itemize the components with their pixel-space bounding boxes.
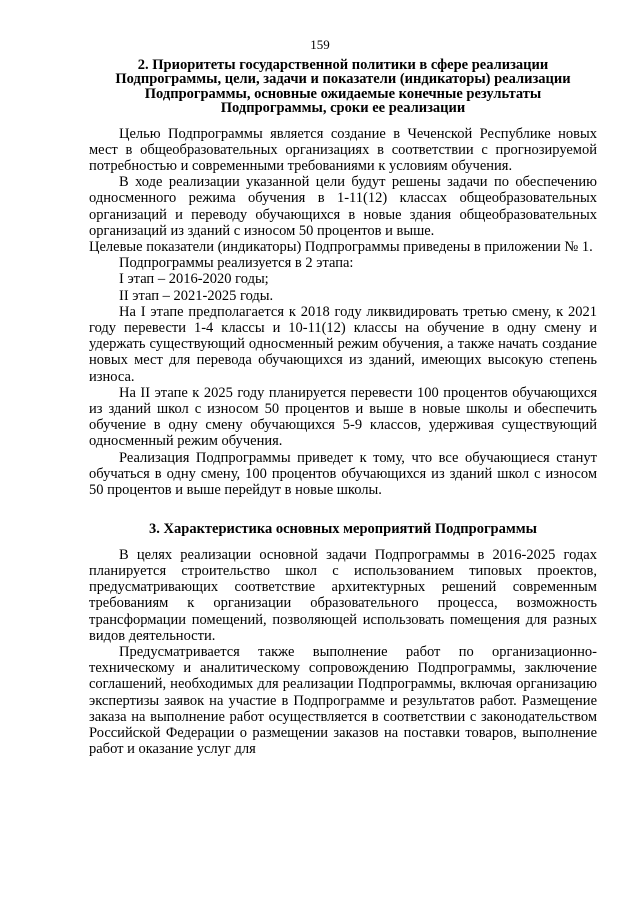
paragraph-stage-2: II этап – 2021-2025 годы. [119,287,274,304]
paragraph-stage-2-detail: На II этапе к 2025 году планируется перевести 100 процентов обучающихся из зданий школ с износом 50 процентов и выше в новые школы и обеспечить обучение в одну смену обучающихся 5-9 классов, удерживая существующий односменный режим обучения. [89,384,597,450]
section-2-heading-line: Подпрограммы, основные ожидаемые конечные результаты [144,85,542,102]
paragraph-indicators: Целевые показатели (индикаторы) Подпрограммы приведены в приложении № 1. [89,239,593,256]
page-content [89,58,597,757]
paragraph-construction: В целях реализации основной задачи Подпрограммы в 2016-2025 годах планируется строительство школ с использованием типовых проектов, предусматривающих соответствие архитектурных решений современным требованиям к организации образовательного процесса, возможность трансформации помещений, позволяющей использовать помещения для разных видов деятельности. [89,546,597,644]
section-3-heading [89,522,597,536]
section-2-heading-line: 2. Приоритеты государственной политики в сфере реализации [137,57,549,73]
section-2-heading-line: Подпрограммы, цели, задачи и показатели (индикаторы) реализации [115,71,571,88]
paragraph-support: Предусматривается также выполнение работ по организационно-техническому и аналитическому сопровождению Подпрограммы, заключение соглашений, необходимых для реализации Подпрограммы, включая организацию экспертизы заявок на участие в Подпрограмме и результатов работ. Размещение заказа на выполнение работ осуществляется в соответствии с законодательством Российской Федерации о размещении заказов на поставки товаров, выполнение работ и оказание услуг для [89,643,597,758]
paragraph-stages-intro: Подпрограммы реализуется в 2 этапа: [119,255,354,272]
paragraph-result: Реализация Подпрограммы приведет к тому, что все обучающиеся станут обучаться в одну смену, 100 процентов обучающихся из зданий школ с износом 50 процентов и выше перейдут в новые школы. [89,449,597,499]
paragraph-stage-1: I этап – 2016-2020 годы; [119,271,269,288]
section-2-heading [89,58,597,116]
section-2-heading-line: Подпрограммы, сроки ее реализации [220,100,466,117]
page-number: 159 [310,37,330,52]
section-3-heading-line: 3. Характеристика основных мероприятий Подпрограммы [149,521,537,538]
paragraph-tasks: В ходе реализации указанной цели будут решены задачи по обеспечению односменного режима обучения в 1-11(12) классах общеобразовательных организаций и переводу обучающихся в новые здания общеобразовательных организаций из зданий с износом 50 процентов и выше. [89,174,597,239]
paragraph-goal: Целью Подпрограммы является создание в Чеченской Республике новых мест в общеобразовательных организациях в соответствии с прогнозируемой потребностью и современными требованиями к условиям обучения. [89,125,597,175]
paragraph-stage-1-detail: На I этапе предполагается к 2018 году ликвидировать третью смену, к 2021 году перевести 1-4 классы и 10-11(12) классы на обучение в одну смену и удержать существующий односменный режим обучения, а также начать создание новых мест для перевода обучающихся из зданий, имеющих высокую степень износа. [89,303,597,385]
